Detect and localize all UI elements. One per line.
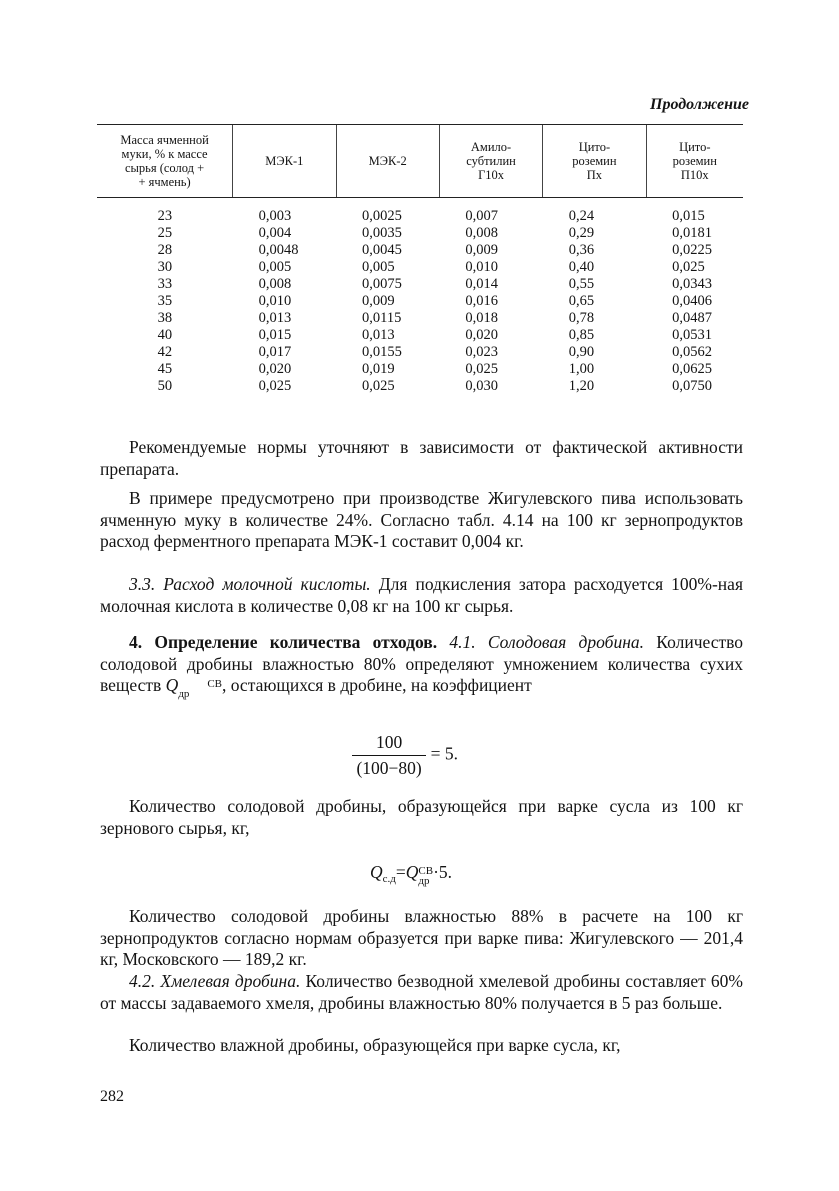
table-cell: 0,025: [362, 378, 395, 394]
column-header-line: муки, % к массе: [121, 147, 208, 161]
column-header-line: Пх: [586, 168, 603, 182]
table-cell: 33: [157, 276, 173, 292]
paragraph-lactic-acid-body: Для подкисления затора расходуется 100%-ная молочная кислота в количестве 0,08 кг на 100 кг сырья.: [100, 574, 743, 616]
table-cell: 0,0048: [258, 242, 299, 258]
q-dry-symbol: Q СВ др: [165, 675, 222, 700]
table-row: [97, 327, 743, 344]
table-cell: 0,0075: [362, 276, 402, 292]
table-row: [97, 259, 743, 276]
column-header-line: субтилин: [466, 154, 516, 168]
table-cell: 0,85: [568, 327, 595, 343]
table-row: [97, 276, 743, 293]
table-cell: 0,0406: [672, 293, 712, 309]
table-cell: 0,40: [568, 259, 595, 275]
table-cell: 0,020: [258, 361, 292, 377]
table-row: [97, 344, 743, 361]
paragraph-waste-body: Количество солодовой дробины влажностью 80% определяют умножением количества сухих веществ: [100, 632, 744, 695]
table-cell: 35: [157, 293, 173, 309]
table-cell: 0,0750: [672, 378, 712, 394]
table-row: [97, 225, 743, 242]
table-cell: 28: [157, 242, 173, 258]
fraction-denominator: (100−80): [356, 758, 422, 778]
table-row: [97, 242, 743, 259]
table-cell: 0,015: [672, 208, 705, 224]
page-number: 282: [100, 1088, 124, 1105]
table-cell: 0,007: [465, 208, 498, 224]
paragraph-malt-grain-88: Количество солодовой дробины влажностью 88% в расчете на 100 кг зернопродуктов согласно нормам образуется при варке пива: Жигулевского — 201,4 кг, Московского — 189,2 кг.: [100, 906, 743, 969]
table-cell: 0,005: [258, 259, 292, 275]
table-cell: 0,014: [465, 276, 498, 292]
malt-grain-formula: $Q_{с.д}=QСВ$ др ·5.: [370, 862, 453, 887]
table-cell: 0,0225: [672, 242, 712, 258]
column-header-line: роземин: [572, 154, 617, 168]
table-cell: 0,0562: [672, 344, 712, 360]
column-header-line: МЭК-1: [265, 154, 304, 168]
table-cell: 0,010: [258, 293, 292, 309]
table-cell: 0,003: [258, 208, 292, 224]
table-cell: 0,005: [362, 259, 395, 275]
table-cell: 0,030: [465, 378, 498, 394]
table-cell: 0,018: [465, 310, 498, 326]
table-cell: 0,015: [258, 327, 292, 343]
table-cell: 0,020: [465, 327, 498, 343]
table-cell: 0,0035: [362, 225, 402, 241]
column-header: [233, 125, 336, 198]
table-cell: 0,0343: [672, 276, 712, 292]
section-heading-4-2: 4.2. Хмелевая дробина.: [129, 971, 301, 991]
paragraph-example: В примере предусмотрено при производстве Жигулевского пива использовать ячменную муку в количестве 24%. Согласно табл. 4.14 на 100 кг зернопродуктов расход ферментного препарата МЭК-1 составит 0,004 кг.: [100, 488, 743, 551]
column-header: [97, 125, 233, 198]
paragraph-malt-grain-amount: Количество солодовой дробины, образующейся при варке сусла из 100 кг зернового сырья, кг,: [100, 796, 743, 838]
paragraph-recommended-norms: Рекомендуемые нормы уточняют в зависимости от фактической активности препарата.: [100, 437, 743, 479]
table-cell: 0,025: [258, 378, 292, 394]
table-cell: 0,008: [465, 225, 498, 241]
table-cell: 0,009: [465, 242, 498, 258]
column-header-line: Амило-: [470, 140, 512, 154]
table-row: [97, 378, 743, 395]
table-cell: 1,00: [568, 361, 595, 377]
column-header: [336, 125, 439, 198]
table-cell: 1,20: [568, 378, 595, 394]
table-cell: 0,010: [465, 259, 498, 275]
table-cell: 50: [157, 378, 173, 394]
table-cell: 38: [157, 310, 173, 326]
column-header-line: + ячмень): [138, 175, 191, 189]
column-header-line: П10х: [680, 168, 709, 182]
fraction: [352, 732, 426, 779]
table-cell: 0,013: [258, 310, 292, 326]
column-header: [646, 125, 743, 198]
table-cell: 0,0115: [362, 310, 402, 326]
table-cell: 0,24: [568, 208, 595, 224]
fraction-numerator: 100: [352, 732, 426, 756]
table-cell: 0,013: [362, 327, 395, 343]
table-cell: 45: [157, 361, 173, 377]
column-header: [543, 125, 646, 198]
column-header-line: сырья (солод +: [124, 161, 205, 175]
table-cell: 0,0155: [362, 344, 402, 360]
table-header: [97, 125, 743, 198]
table-row: [97, 310, 743, 327]
table-cell: 0,009: [362, 293, 395, 309]
table-cell: 0,78: [568, 310, 595, 326]
table-row: [97, 293, 743, 310]
column-header-line: Г10х: [478, 168, 505, 182]
table-cell: 0,0025: [362, 208, 402, 224]
table-cell: 0,008: [258, 276, 292, 292]
table-cell: 0,55: [568, 276, 595, 292]
table-cell: 0,0045: [362, 242, 402, 258]
table-cell: 0,36: [568, 242, 595, 258]
column-header-line: Масса ячменной: [120, 133, 209, 147]
paragraph-hop-grain-body: Количество безводной хмелевой дробины составляет 60% от массы задаваемого хмеля, дробины влажностью 80% получается в 5 раз больше.: [100, 971, 743, 1013]
table-cell: 30: [157, 259, 173, 275]
column-header-line: роземин: [672, 154, 717, 168]
table-row: [97, 198, 743, 226]
column-header-line: Цито-: [679, 140, 711, 154]
section-heading-4: 4. Определение количества отходов.: [129, 632, 438, 652]
table-cell: 0,004: [258, 225, 292, 241]
table-cell: 0,025: [465, 361, 498, 377]
table-row: [97, 361, 743, 378]
table-cell: 0,025: [672, 259, 705, 275]
table-cell: 0,0181: [672, 225, 712, 241]
section-heading-3-3: 3.3. Расход молочной кислоты.: [129, 574, 371, 594]
table-cell: 40: [157, 327, 173, 343]
table-cell: 0,90: [568, 344, 595, 360]
column-header-line: МЭК-2: [368, 154, 407, 168]
table-cell: 0,023: [465, 344, 498, 360]
paragraph-waste-tail: , остающихся в дробине, на коэффициент: [222, 675, 532, 695]
coefficient-formula: [352, 732, 458, 779]
continuation-label: Продолжение: [650, 96, 749, 113]
table-cell: 0,017: [258, 344, 292, 360]
table-cell: 0,016: [465, 293, 498, 309]
table-cell: 25: [157, 225, 173, 241]
paragraph-lactic-acid: [100, 574, 743, 617]
table-header-row: [97, 125, 743, 198]
paragraph-wet-grain: Количество влажной дробины, образующейся при варке сусла, кг,: [129, 1035, 621, 1055]
table-cell: 0,0531: [672, 327, 712, 343]
column-header-line: Цито-: [578, 140, 611, 154]
table-cell: 0,019: [362, 361, 395, 377]
section-heading-4-1: 4.1. Солодовая дробина.: [437, 632, 645, 652]
enzyme-table: [97, 124, 743, 395]
paragraph-waste: [100, 632, 743, 699]
table-body: [97, 198, 743, 396]
fraction-result: = 5.: [430, 743, 458, 764]
table-cell: 0,0625: [672, 361, 712, 377]
paragraph-hop-grain: [100, 971, 743, 1014]
table-cell: 42: [157, 344, 173, 360]
table-cell: 0,0487: [672, 310, 712, 326]
table-cell: 0,65: [568, 293, 595, 309]
table-cell: 0,29: [568, 225, 595, 241]
table-cell: 23: [157, 208, 173, 224]
column-header: [439, 125, 542, 198]
